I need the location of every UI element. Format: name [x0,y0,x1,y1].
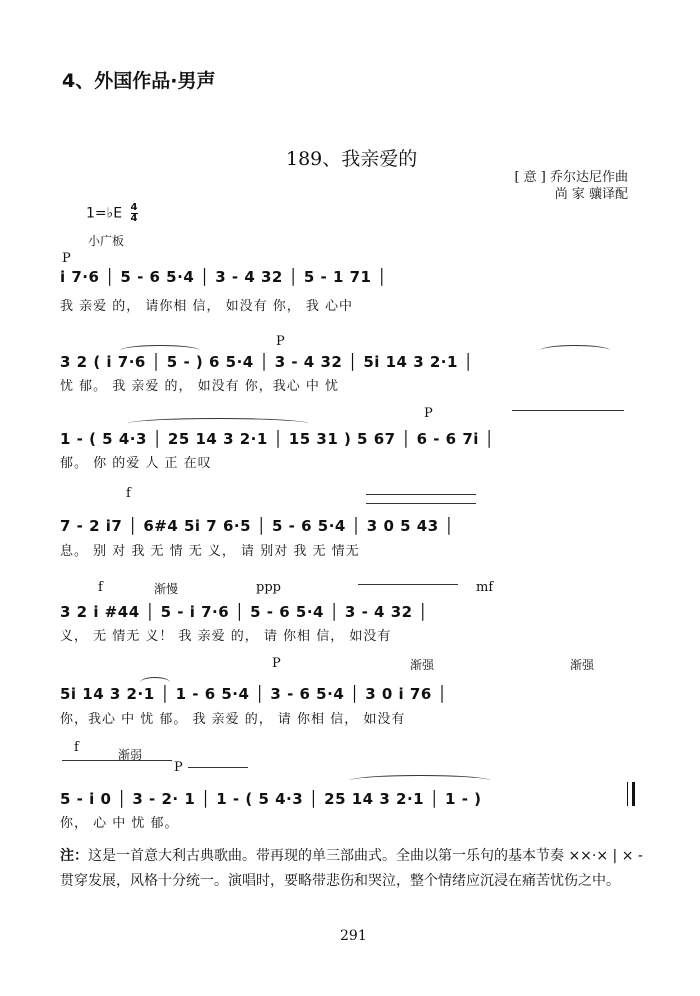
footnote-text: 这是一首意大利古典歌曲。带再现的单三部曲式。全曲以第一乐句的基本节奏 ××·× | × - 贯穿发展，风格十分统一。演唱时，要略带悲伤和哭泣，整个情绪应沉浸在痛苦忧伤之中。 [60,848,643,889]
footnote-label: 注： [60,848,88,864]
notation-line-7: 5 - i 0 │ 3 - 2· 1 │ 1 - ( 5 4·3 │ 25 14 3 2·1 │ 1 - ) [60,790,482,808]
dynamic-mark: P [272,656,281,671]
song-title: 189、我亲爱的 [286,148,418,170]
notation-line-5: 3 2 i #44 │ 5 - i 7·6 │ 5 - 6 5·4 │ 3 - 4 32 │ [60,603,428,621]
dynamic-change-mark: 渐强 [570,658,595,672]
dynamic-mark: P [174,760,183,775]
notation-line-3: 1 - ( 5 4·3 │ 25 14 3 2·1 │ 15 31 ) 5 67 │ 6 - 6 7i │ [60,430,495,448]
notation-line-6: 5i 14 3 2·1 │ 1 - 6 5·4 │ 3 - 6 5·4 │ 3 0 i 76 │ [60,685,448,703]
lyrics-line-6: 你，我心 中 忧 郁。 我 亲爱 的， 请 你相 信， 如没有 [60,712,406,727]
final-barline [632,782,635,806]
lyrics-line-2: 忧 郁。 我 亲爱 的， 如没有 你，我心 中 忧 [60,379,340,394]
dynamic-mark: P [424,406,433,421]
page-number: 291 [340,928,367,944]
dynamic-mark: f [74,740,79,755]
dynamic-mark: ppp [256,580,281,595]
dynamic-mark: P [276,334,285,349]
key-label: 1=♭E [86,205,123,222]
dynamic-change-mark: 渐弱 [118,748,143,762]
lyrics-line-4: 息。 别 对 我 无 情 无 义， 请 别对 我 无 情无 [60,544,360,559]
dynamic-change-mark: 渐强 [410,658,435,672]
time-signature-bottom: 4 [130,213,138,224]
lyrics-line-1: 我 亲爱 的， 请你相 信， 如没有 你， 我 心中 [60,299,354,314]
translator-credit: 尚 家 骧译配 [554,187,628,202]
dynamic-mark: mf [476,580,494,595]
lyrics-line-5: 义， 无 情无 义！ 我 亲爱 的， 请 你相 信， 如没有 [60,629,392,644]
notation-line-1: i 7·6 │ 5 - 6 5·4 │ 3 - 4 32 │ 5 - 1 71 │ [60,268,387,286]
lyrics-line-3: 郁。 你 的爱 人 正 在叹 [60,456,212,471]
section-title: 4、外国作品·男声 [62,70,216,92]
time-signature-top: 4 [130,202,138,213]
composer-credit: [ 意 ] 乔尔达尼作曲 [514,170,628,185]
notation-line-4: 7 - 2 i7 │ 6#4 5i 7 6·5 │ 5 - 6 5·4 │ 3 0 5 43 │ [60,517,454,535]
dynamic-mark: f [98,580,103,595]
tempo-marking: 小广板 [88,234,125,248]
dynamic-mark: P [62,251,71,266]
tempo-change-mark: 渐慢 [154,582,179,596]
notation-line-2: 3 2 ( i 7·6 │ 5 - ) 6 5·4 │ 3 - 4 32 │ 5i 14 3 2·1 │ [60,353,474,371]
footnote [60,844,650,894]
lyrics-line-7: 你， 心 中 忧 郁。 [60,816,179,831]
dynamic-mark: f [126,486,131,501]
key-signature [86,203,138,224]
